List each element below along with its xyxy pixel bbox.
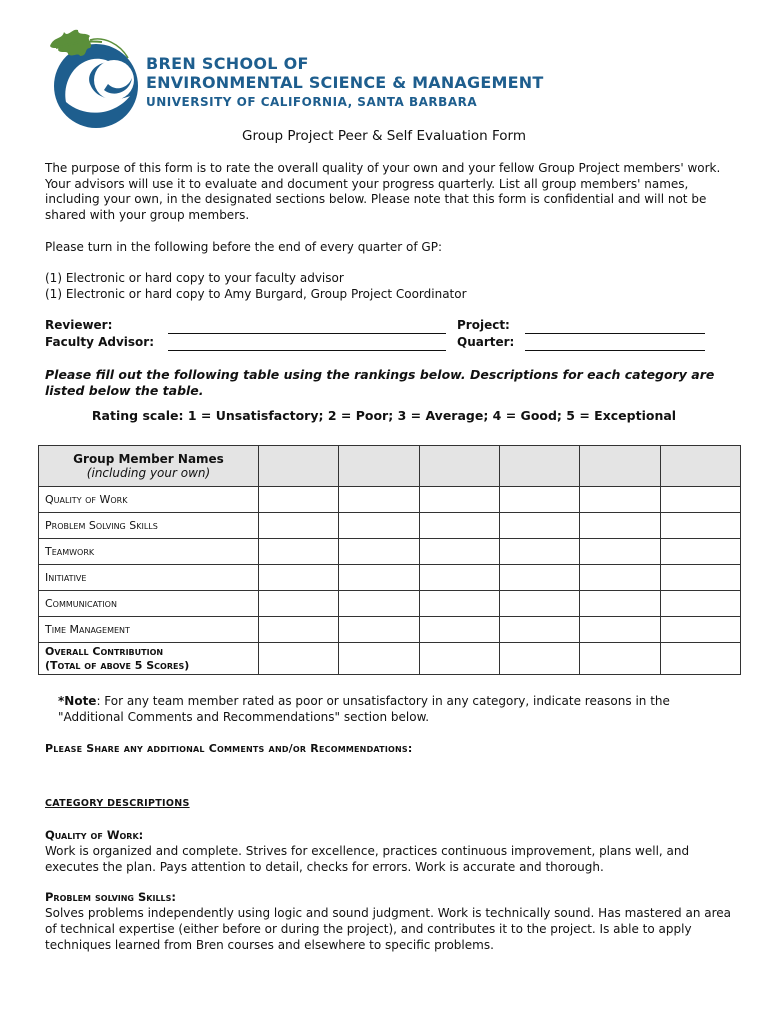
- member-name-cell[interactable]: [339, 446, 419, 487]
- score-cell[interactable]: [499, 539, 579, 565]
- criterion-label: Teamwork: [39, 539, 259, 565]
- project-field[interactable]: [525, 333, 705, 334]
- reviewer-label: Reviewer:: [45, 318, 113, 332]
- score-cell[interactable]: [259, 565, 339, 591]
- total-cell[interactable]: [499, 643, 579, 675]
- score-cell[interactable]: [660, 617, 740, 643]
- score-cell[interactable]: [419, 617, 499, 643]
- school-name: [146, 54, 543, 112]
- table-row: [39, 487, 741, 513]
- score-cell[interactable]: [419, 565, 499, 591]
- score-cell[interactable]: [660, 591, 740, 617]
- bren-school-logo: [44, 18, 154, 130]
- quarter-field[interactable]: [525, 350, 705, 351]
- criterion-label: Time Management: [39, 617, 259, 643]
- score-cell[interactable]: [339, 513, 419, 539]
- faculty-advisor-label: Faculty Advisor:: [45, 335, 155, 349]
- criterion-label: Problem Solving Skills: [39, 513, 259, 539]
- school-line-3: UNIVERSITY OF CALIFORNIA, SANTA BARBARA: [146, 95, 478, 109]
- member-name-cell[interactable]: [499, 446, 579, 487]
- table-row: [39, 591, 741, 617]
- score-cell[interactable]: [419, 591, 499, 617]
- category-body: Work is organized and complete. Strives for excellence, practices continuous improvement, plans well, and executes the plan. Pays attention to detail, checks for errors. Work is accurate and thorough.: [45, 844, 690, 874]
- note-text: : For any team member rated as poor or unsatisfactory in any category, indicate reasons in the "Additional Comments and Recommendations" section below.: [58, 694, 670, 724]
- total-cell[interactable]: [419, 643, 499, 675]
- score-cell[interactable]: [660, 513, 740, 539]
- total-cell[interactable]: [580, 643, 660, 675]
- criterion-label: Communication: [39, 591, 259, 617]
- rating-scale: Rating scale: 1 = Unsatisfactory; 2 = Poor; 3 = Average; 4 = Good; 5 = Exceptional: [91, 408, 677, 423]
- member-name-cell[interactable]: [259, 446, 339, 487]
- score-cell[interactable]: [419, 539, 499, 565]
- score-cell[interactable]: [339, 487, 419, 513]
- score-cell[interactable]: [259, 539, 339, 565]
- project-label: Project:: [457, 318, 510, 332]
- score-cell[interactable]: [499, 591, 579, 617]
- overall-title: Overall Contribution: [45, 644, 164, 658]
- criterion-label: Initiative: [39, 565, 259, 591]
- score-cell[interactable]: [419, 513, 499, 539]
- total-cell[interactable]: [259, 643, 339, 675]
- intro-paragraph: The purpose of this form is to rate the overall quality of your own and your fellow Group Project members' work. Your advisors will use it to evaluate and document your progress quarterly. List all group members' names, including your own, in the designated sections below. Please note that this form is confidential and will not be shared with your group members.: [45, 161, 721, 222]
- member-name-cell[interactable]: [419, 446, 499, 487]
- score-cell[interactable]: [660, 565, 740, 591]
- score-cell[interactable]: [580, 539, 660, 565]
- score-cell[interactable]: [660, 487, 740, 513]
- score-cell[interactable]: [259, 513, 339, 539]
- category-title: Quality of Work:: [45, 828, 144, 842]
- school-line-2: ENVIRONMENTAL SCIENCE & MANAGEMENT: [146, 73, 544, 92]
- table-row: [39, 617, 741, 643]
- score-cell[interactable]: [259, 591, 339, 617]
- member-name-cell[interactable]: [660, 446, 740, 487]
- member-names-subtitle: (including your own): [86, 466, 211, 480]
- member-name-cell[interactable]: [580, 446, 660, 487]
- table-row: [39, 513, 741, 539]
- turn-in-item-2: (1) Electronic or hard copy to Amy Burgard, Group Project Coordinator: [45, 287, 467, 301]
- table-row: [39, 539, 741, 565]
- evaluation-table: [38, 445, 741, 675]
- overall-row: [39, 643, 741, 675]
- score-cell[interactable]: [339, 617, 419, 643]
- reviewer-field[interactable]: [168, 333, 446, 334]
- score-cell[interactable]: [580, 591, 660, 617]
- quarter-label: Quarter:: [457, 335, 515, 349]
- turn-in-item-1: (1) Electronic or hard copy to your faculty advisor: [45, 271, 344, 285]
- member-names-title: Group Member Names: [73, 452, 224, 466]
- score-cell[interactable]: [339, 565, 419, 591]
- score-cell[interactable]: [580, 487, 660, 513]
- criterion-label: Quality of Work: [39, 487, 259, 513]
- faculty-advisor-field[interactable]: [168, 350, 446, 351]
- form-title: Group Project Peer & Self Evaluation Form: [241, 128, 526, 144]
- score-cell[interactable]: [580, 513, 660, 539]
- school-line-1: BREN SCHOOL OF: [146, 54, 309, 73]
- category-title: Problem solving Skills:: [45, 890, 177, 904]
- category-body: Solves problems independently using logic and sound judgment. Work is technically sound. Has mastered an area of technical expertise (either before or during the project), and contributes it to the project. Is able to apply techniques learned from Bren courses and elsewhere to specific problems.: [45, 906, 732, 952]
- table-instructions: Please fill out the following table using the rankings below. Descriptions for each category are listed below the table.: [45, 367, 715, 398]
- turn-in-text: Please turn in the following before the end of every quarter of GP:: [45, 240, 442, 254]
- score-cell[interactable]: [580, 565, 660, 591]
- score-cell[interactable]: [339, 539, 419, 565]
- score-cell[interactable]: [259, 617, 339, 643]
- score-cell[interactable]: [339, 591, 419, 617]
- score-cell[interactable]: [499, 513, 579, 539]
- score-cell[interactable]: [660, 539, 740, 565]
- overall-label: [39, 643, 259, 675]
- table-header-row: [39, 446, 741, 487]
- note-label: *Note: [58, 694, 97, 708]
- score-cell[interactable]: [499, 565, 579, 591]
- score-cell[interactable]: [580, 617, 660, 643]
- score-cell[interactable]: [259, 487, 339, 513]
- overall-subtitle: (Total of above 5 Scores): [45, 658, 190, 672]
- score-cell[interactable]: [499, 617, 579, 643]
- member-names-header: [39, 446, 259, 487]
- score-cell[interactable]: [499, 487, 579, 513]
- note: [58, 694, 738, 725]
- comments-heading: Please Share any additional Comments and/or Recommendations:: [45, 742, 413, 755]
- table-row: [39, 565, 741, 591]
- total-cell[interactable]: [660, 643, 740, 675]
- score-cell[interactable]: [419, 487, 499, 513]
- category-descriptions-heading: CATEGORY DESCRIPTIONS: [45, 798, 190, 809]
- total-cell[interactable]: [339, 643, 419, 675]
